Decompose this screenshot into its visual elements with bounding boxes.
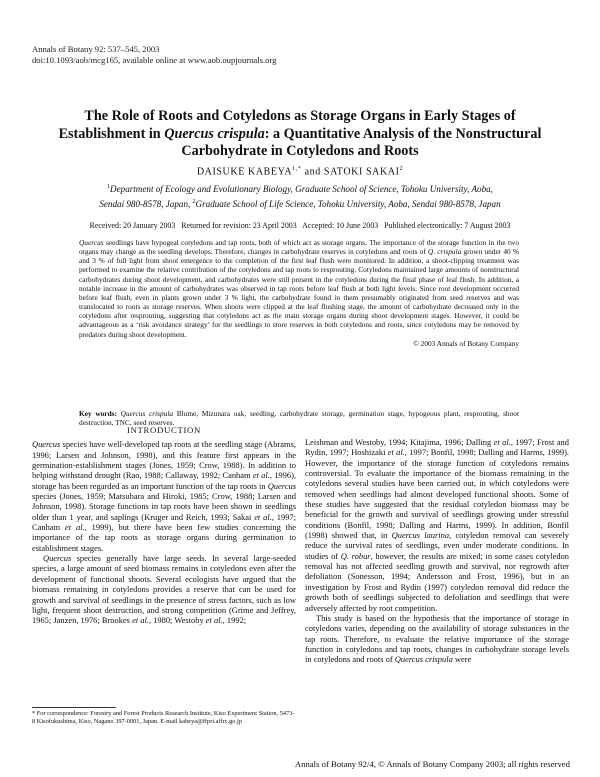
paper-title bbox=[40, 108, 560, 161]
abstract bbox=[79, 238, 519, 348]
et-al: et al. bbox=[252, 470, 270, 481]
species-name: Quercus laurina bbox=[391, 530, 450, 541]
title-line-2 bbox=[40, 126, 560, 144]
journal-header bbox=[32, 44, 276, 66]
species-name: Quercus crispula bbox=[120, 409, 174, 418]
body-text: , 1997; Frost and Rydin, 1997; Hoshizaki bbox=[305, 437, 569, 458]
et-al: et al. bbox=[65, 522, 85, 533]
right-column bbox=[305, 437, 569, 665]
intro-paragraph-3 bbox=[305, 613, 569, 665]
doi-line: doi:10.1093/aob/mcg165, available online at www.aob.oupjournals.org bbox=[32, 55, 277, 65]
species-name: Quercus bbox=[267, 480, 296, 491]
footnote-divider bbox=[32, 707, 116, 708]
affiliation-text: Department of Ecology and Evolutionary Biology, Graduate School of Science, Tohoku University, Aoba, bbox=[110, 184, 493, 195]
left-column bbox=[32, 425, 296, 626]
body-text: species have well-developed tap roots at the seedling stage (Abrams, 1996; Larsen and Johnson, 1998), and this feature first appears in the germination-establishment stages (Jones, 1959; Crow, 1988). In addition to helping withstand drought (Rao, 1988; Callaway, 1992; Canham bbox=[32, 439, 296, 481]
body-text: , cotyledon removal can severely reduce the survival rates of seedlings, even under moderate conditions. In studies of bbox=[305, 530, 569, 561]
body-text: , 1980; Westoby bbox=[148, 615, 206, 626]
author-list bbox=[40, 166, 560, 177]
body-text: , 1992; bbox=[222, 615, 247, 626]
affiliation-superscript: 1 bbox=[107, 184, 111, 190]
et-al: et al. bbox=[387, 447, 405, 458]
species-name: Quercus bbox=[79, 238, 104, 247]
title-species: Quercus crispula bbox=[164, 125, 265, 142]
species-name: Q. robur bbox=[340, 550, 371, 561]
species-name: Quercus bbox=[43, 553, 72, 564]
author-superscript: 2 bbox=[399, 166, 404, 172]
correspondence-footnote: * For correspondence: Forestry and Forest Products Research Institute, Kiso Experiment Station, 5473-8 Kisofukushima, Kiso, Nagano 397-0001, Japan. E-mail kabeya@ffpri.affrc.go.jp bbox=[32, 710, 295, 726]
affiliation-line-1 bbox=[30, 181, 570, 196]
body-text: , 1999), but there have been few studies concerning the importance of the tap roots as storage organs during germination to establishment stages. bbox=[32, 522, 296, 553]
keywords-label: Key words: bbox=[79, 409, 117, 418]
abstract-text: seedlings have hypogeal cotyledons and tap roots, both of which act as storage organs. The importance of the storage function in the two organs may change as the seedling develops. Therefore, changes in carbohydrate reserves in cotyledons and roots of bbox=[79, 238, 519, 257]
species-name: Quercus crispula bbox=[394, 654, 453, 665]
et-al: et al. bbox=[254, 511, 272, 522]
species-name: Quercus bbox=[32, 439, 61, 450]
affiliations bbox=[30, 181, 570, 210]
title-text: : a Quantitative Analysis of the Nonstructural bbox=[264, 125, 542, 142]
author-conjunction: and bbox=[301, 166, 324, 178]
body-text: , 1996), storage has been regarded as an important function of the tap roots in bbox=[32, 470, 297, 491]
abstract-text: grown under 40 % and 3 % of full light from shoot emergence to the completion of the first leaf flush were monitored. In addition, a shoot-clipping treatment was performed to examine the relative contribution of the cotyledons and tap roots to resprouting. Cotyledons maintained large amounts of nonstructural carbohydrates during shoot development, and carbohydrates were still present in the cotyledons during the final phase of leaf flush. In addition, a notable increase in the amount of carbohydrates was observed in tap roots before leaf flush at both light levels. Since root development occurred before leaf flush, even in plants grown under 3 % light, the carbohydrate found in them presumably originated from seed reserves and was translocated to roots as storage reserves. When shoots were clipped at the leaf flushing stage, the amount of carbohydrate decreased only in the cotyledons after resprouting, suggesting that cotyledons act as the main storage organs during shoot development stages. However, it could be advantageous as a ‘risk avoidance strategy’ for the seedlings to store reserves in both cotyledons and roots, since cotyledons may be removed by predators during shoot development. bbox=[79, 247, 520, 339]
publication-dates: Received: 20 January 2003 Returned for revision: 23 April 2003 Accepted: 10 June 2003 Published electronically: 7 August 2003 bbox=[89, 221, 511, 230]
author-name: DAISUKE KABEYA bbox=[196, 166, 293, 178]
body-text: species generally have large seeds. In several large-seeded species, a large amount of seed biomass remains in cotyledons even after the development of functional shoots. Several ecologists have argued that the biomass remaining in cotyledons provides a reserve that can be used for growth and survival of seedlings in the presence of stress factors, such as low light, frequent shoot destruction, and strong competition (Grime and Jeffrey, 1965; Janzen, 1976; Brookes bbox=[32, 553, 296, 626]
author-name: SATOKI SAKAI bbox=[323, 166, 400, 178]
affiliation-superscript: 2 bbox=[192, 198, 196, 205]
et-al: et al. bbox=[493, 437, 511, 447]
title-line-3: Carbohydrate in Cotyledons and Roots bbox=[181, 143, 419, 159]
body-text: species (Jones, 1959; Matsubara and Hiroki, 1985; Crow, 1988; Larsen and Johnson, 1998). Storage functions in tap roots have been shown in seedlings older than 1 year, and saplings (Kruger and Reich, 1993; Sakai bbox=[32, 491, 296, 522]
title-text: Establishment in bbox=[58, 125, 165, 142]
affiliation-text: Graduate School of Life Science, Tohoku University, Aoba, Sendai 980-8578, Japan bbox=[195, 198, 501, 209]
intro-paragraph-2 bbox=[32, 553, 296, 625]
section-heading-introduction: INTRODUCTION bbox=[126, 425, 202, 435]
et-al: et al. bbox=[205, 615, 223, 626]
affiliation-text: Sendai 980-8578, Japan, bbox=[99, 198, 193, 209]
body-text: were bbox=[452, 654, 472, 665]
affiliation-line-2 bbox=[30, 196, 570, 211]
abstract-copyright: © 2003 Annals of Botany Company bbox=[413, 338, 519, 348]
journal-citation: Annals of Botany 92: 537–545, 2003 bbox=[32, 44, 160, 54]
body-text: , however, the results are mixed; in some cases cotyledon removal has not affected seedling growth and survival, nor regrowth after defoliation (Sonesson, 1994; Andersson and Frost, 1996), but in an investigation by Frost and Rydin (1997) cotyledon removal did reduce the growth both of seedlings subjected to defoliation and seedlings that were adversely affected by root competition. bbox=[305, 550, 569, 613]
body-text: Leishman and Westoby, 1994; Kitajima, 1996; Dalling bbox=[305, 437, 494, 447]
intro-paragraph-2-continued bbox=[305, 437, 569, 613]
et-al: et al. bbox=[132, 615, 149, 626]
species-name: Q. crispula bbox=[427, 247, 462, 257]
abstract-paragraph bbox=[79, 238, 519, 339]
intro-paragraph-1 bbox=[32, 439, 296, 553]
title-line-1: The Role of Roots and Cotyledons as Storage Organs in Early Stages of bbox=[84, 108, 516, 124]
keywords-text: Blume, Mizunara oak, seedling, carbohydrate storage, germination stage, hypogeous plant, resprouting, shoot destruction, TNC, seed reserves. bbox=[79, 409, 519, 428]
body-text: , 1997; Canham bbox=[32, 511, 296, 533]
body-text: This study is based on the hypothesis that the importance of storage in cotyledons varies, depending on the availability of storage substances in the tap roots. Therefore, to evaluate the relative importance of the storage function in cotyledons and tap roots, changes in carbohydrate storage levels in cotyledons and roots of bbox=[305, 612, 569, 665]
body-text: , 1997; Bonfil, 1998; Dalling and Harms, 1999). However, the importance of the storage function of cotyledons remains controversial. To evaluate the importance of the biomass remaining in the cotyledons several studies have been carried out, in which cotyledons were removed when seedlings had almost developed functional shoots. Some of these studies have suggested that the residual cotyledon biomass may be beneficial for the growth and survival of seedlings growing under stressful conditions (Bonfil, 1998; Dalling and Harms, 1999). In addition, Bonfil (1998) showed that, in bbox=[305, 447, 569, 541]
author-superscript: 1,* bbox=[292, 166, 302, 172]
page-footer: Annals of Botany 92/4, © Annals of Botany Company 2003; all rights reserved bbox=[294, 759, 570, 769]
